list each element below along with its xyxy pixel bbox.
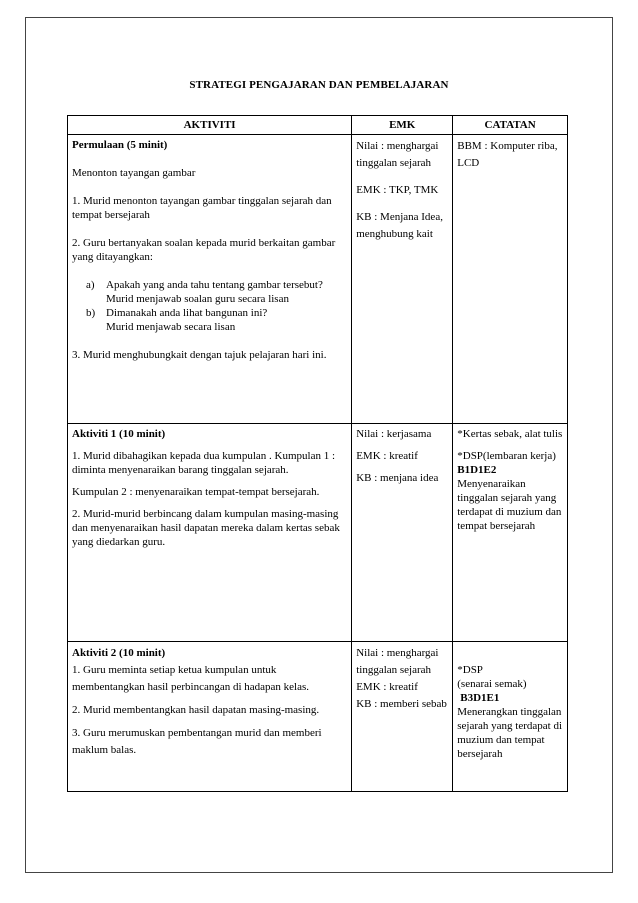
- dsp-code: B3D1E1: [460, 692, 500, 704]
- catatan-cell: *Kertas sebak, alat tulis *DSP(lembaran kerja) B1D1E2 Menyenaraikan tinggalan sejarah yang terdapat di muzium dan tempat bersejarah: [453, 424, 568, 642]
- dsp-code: B1D1E2: [457, 464, 497, 476]
- list-item: b) Dimanakah anda lihat bangunan ini? Murid menjawab secara lisan: [86, 307, 268, 333]
- table-row: [68, 642, 568, 792]
- list-item: a) Apakah yang anda tahu tentang gambar tersebut? Murid menjawab soalan guru secara lisan: [86, 279, 323, 305]
- row-heading: Aktiviti 2 (10 minit): [72, 647, 166, 659]
- row-line: 2. Guru bertanyakan soalan kepada murid berkaitan gambar yang ditayangkan:: [72, 237, 336, 263]
- row-heading: Aktiviti 1 (10 minit): [72, 428, 166, 440]
- header-emk: EMK: [352, 116, 453, 135]
- header-aktiviti: AKTIVITI: [68, 116, 352, 135]
- emk-cell: Nilai : menghargai tinggalan sejarah EMK : TKP, TMK KB : Menjana Idea, menghubung kait: [352, 135, 453, 424]
- emk-cell: Nilai : menghargai tinggalan sejarah EMK : kreatif KB : memberi sebab: [352, 642, 453, 792]
- row-line: 3. Murid menghubungkait dengan tajuk pelajaran hari ini.: [72, 349, 327, 361]
- question-list: [72, 278, 347, 334]
- row-line: Menonton tayangan gambar: [72, 167, 196, 179]
- aktiviti-cell: Aktiviti 2 (10 minit) 1. Guru meminta setiap ketua kumpulan untuk membentangkan hasil perbincangan di hadapan kelas. 2. Murid membentangkan hasil dapatan masing-masing. 3. Guru merumuskan pembentangan murid dan memberi maklum balas.: [68, 642, 352, 792]
- table-row: [68, 135, 568, 424]
- row-line: 1. Murid menonton tayangan gambar tinggalan sejarah dan tempat bersejarah: [72, 195, 332, 221]
- aktiviti-cell: Aktiviti 1 (10 minit) 1. Murid dibahagikan kepada dua kumpulan . Kumpulan 1 : diminta menyenaraikan barang tinggalan sejarah. Kumpulan 2 : menyenaraikan tempat-tempat bersejarah. 2. Murid-murid berbincang dalam kumpulan masing-masing dan menyenaraikan hasil dapatan mereka dalam kertas sebak yang diedarkan guru.: [68, 424, 352, 642]
- row-heading: Permulaan (5 minit): [72, 139, 168, 151]
- header-catatan: CATATAN: [453, 116, 568, 135]
- table-header-row: [68, 116, 568, 135]
- catatan-cell: *DSP (senarai semak) B3D1E1 Menerangkan tinggalan sejarah yang terdapat di muzium dan tempat bersejarah: [453, 642, 568, 792]
- aktiviti-cell: [68, 135, 352, 424]
- emk-cell: Nilai : kerjasama EMK : kreatif KB : menjana idea: [352, 424, 453, 642]
- catatan-cell: BBM : Komputer riba, LCD: [453, 135, 568, 424]
- page-title: STRATEGI PENGAJARAN DAN PEMBELAJARAN: [189, 79, 449, 91]
- table-row: [68, 424, 568, 642]
- strategy-table: [67, 115, 568, 792]
